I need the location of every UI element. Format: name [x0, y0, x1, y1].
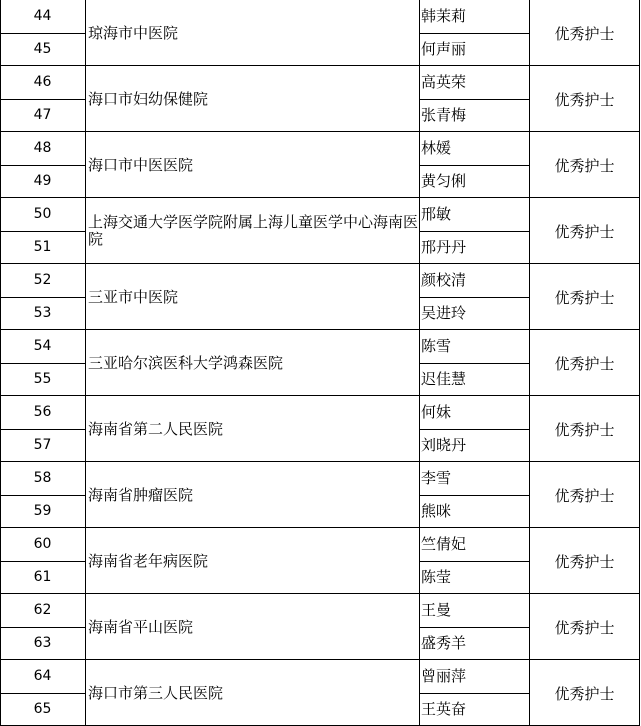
award-title: 优秀护士: [554, 156, 615, 175]
award-title: 优秀护士: [554, 486, 615, 505]
hospital-name: 海口市中医医院: [88, 155, 194, 174]
award-title: 优秀护士: [554, 420, 615, 439]
hospital-name: 海南省平山医院: [88, 617, 194, 636]
award-title: 优秀护士: [554, 354, 615, 373]
row-number: 52: [33, 272, 52, 288]
row-number: 58: [33, 470, 52, 486]
nurse-name: 邢敏: [421, 205, 452, 223]
row-number: 45: [33, 41, 52, 57]
row-number: 63: [33, 635, 52, 651]
nurse-name: 黄匀俐: [421, 172, 467, 190]
nurse-name: 高英荣: [421, 73, 467, 91]
nurse-name: 王英奋: [421, 700, 467, 718]
nurse-name: 曾丽萍: [421, 667, 467, 685]
hospital-name: 上海交通大学医学院附属上海儿童医学中心海南医院: [88, 213, 419, 248]
row-number: 48: [33, 140, 52, 156]
row-number: 51: [33, 239, 52, 255]
hospital-name: 海南省肿瘤医院: [88, 485, 194, 504]
award-title: 优秀护士: [554, 24, 615, 43]
row-number: 56: [33, 404, 52, 420]
row-number: 61: [33, 569, 52, 585]
row-number: 64: [33, 668, 52, 684]
row-number: 46: [33, 74, 52, 90]
row-number: 57: [33, 437, 52, 453]
nurse-name: 竺倩妃: [421, 535, 467, 553]
row-number: 55: [33, 371, 52, 387]
hospital-name: 海口市妇幼保健院: [88, 89, 209, 108]
row-number: 50: [33, 206, 52, 222]
award-title: 优秀护士: [554, 222, 615, 241]
nurse-name: 邢丹丹: [421, 238, 467, 256]
nurse-name: 李雪: [421, 469, 452, 487]
row-number: 65: [33, 701, 52, 717]
nurse-name: 韩茉莉: [421, 7, 467, 25]
award-title: 优秀护士: [554, 90, 615, 109]
award-title: 优秀护士: [554, 684, 615, 703]
nurse-name: 盛秀羊: [421, 634, 467, 652]
row-number: 49: [33, 173, 52, 189]
row-number: 60: [33, 536, 52, 552]
nurse-name: 颜校清: [421, 271, 467, 289]
nurse-name: 王曼: [421, 601, 452, 619]
row-number: 54: [33, 338, 52, 354]
hospital-name: 琼海市中医院: [88, 23, 179, 42]
nurse-name: 吴进玲: [421, 304, 467, 322]
right-border: [639, 0, 640, 726]
hospital-name: 海南省老年病医院: [88, 551, 209, 570]
nurse-name: 张青梅: [421, 106, 467, 124]
nurse-name: 迟佳慧: [421, 370, 467, 388]
nurse-name: 刘晓丹: [421, 436, 467, 454]
nurse-name: 熊咪: [421, 502, 452, 520]
hospital-name: 三亚哈尔滨医科大学鸿森医院: [88, 353, 284, 372]
nurse-name: 何声丽: [421, 40, 467, 58]
award-title: 优秀护士: [554, 288, 615, 307]
hospital-name: 海口市第三人民医院: [88, 683, 224, 702]
hospital-name: 三亚市中医院: [88, 287, 179, 306]
nurse-name: 陈雪: [421, 337, 452, 355]
nurse-name: 林媛: [421, 139, 452, 157]
row-number: 59: [33, 503, 52, 519]
row-number: 62: [33, 602, 52, 618]
row-number: 53: [33, 305, 52, 321]
row-number: 44: [33, 8, 52, 24]
nurse-name: 陈莹: [421, 568, 452, 586]
award-title: 优秀护士: [554, 618, 615, 637]
nurse-name: 何妹: [421, 403, 452, 421]
row-number: 47: [33, 107, 52, 123]
hospital-name: 海南省第二人民医院: [88, 419, 224, 438]
award-title: 优秀护士: [554, 552, 615, 571]
